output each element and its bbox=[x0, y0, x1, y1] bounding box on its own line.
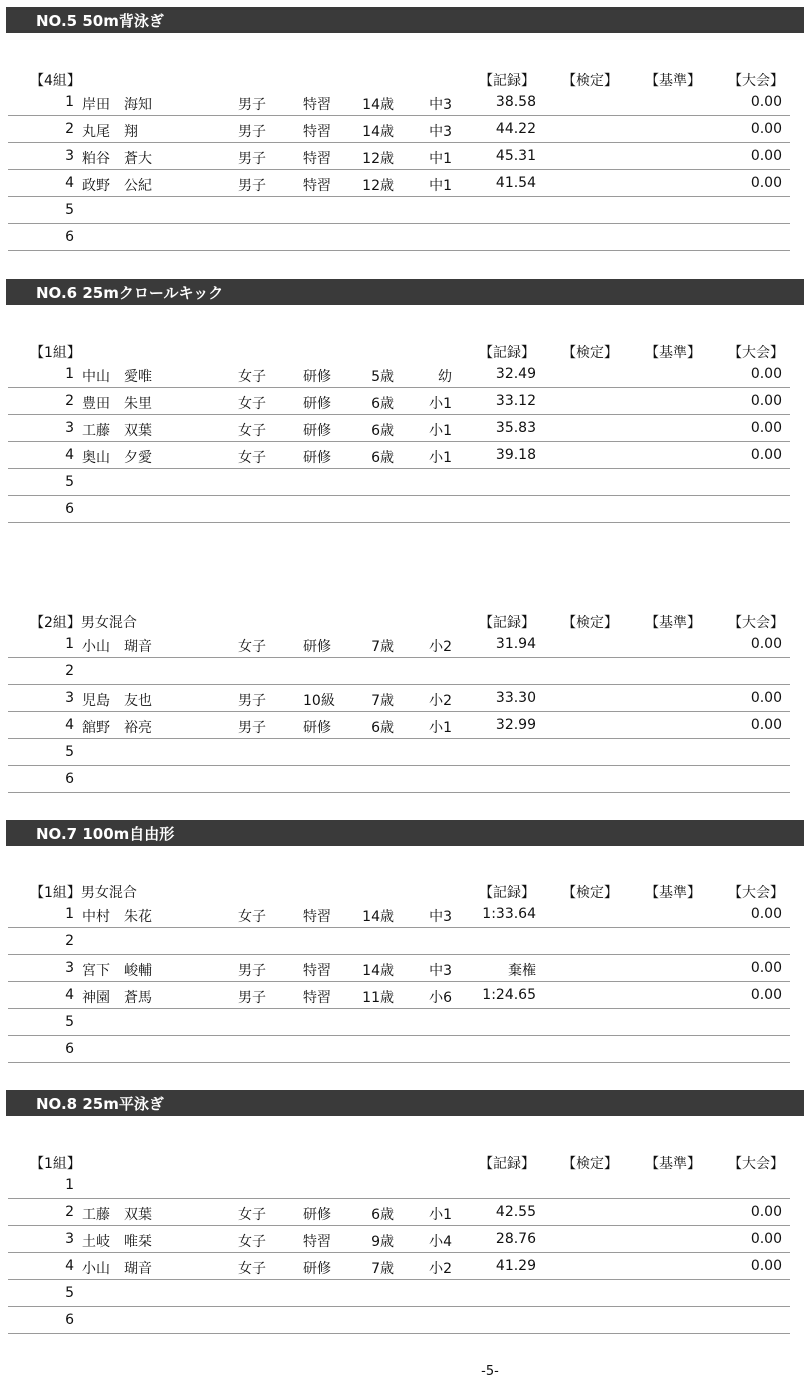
group-label: 【1組】男女混合 bbox=[30, 885, 137, 901]
class: 研修 bbox=[303, 396, 331, 412]
header-kentei: 【検定】 bbox=[562, 73, 618, 89]
swimmer-name: 豊田 朱里 bbox=[82, 396, 152, 412]
lane-number: 1 bbox=[65, 636, 74, 652]
header-kijun: 【基準】 bbox=[645, 1156, 701, 1172]
group-label: 【1組】 bbox=[30, 1156, 81, 1172]
gender: 女子 bbox=[238, 909, 266, 925]
lane-number: 5 bbox=[65, 1285, 74, 1301]
age: 6歳 bbox=[371, 720, 394, 736]
table-row bbox=[8, 630, 790, 658]
gender: 男子 bbox=[238, 990, 266, 1006]
class: 研修 bbox=[303, 720, 331, 736]
lane-number: 1 bbox=[65, 906, 74, 922]
swimmer-name: 政野 公紀 bbox=[82, 178, 152, 194]
table-row bbox=[8, 1035, 790, 1063]
gender: 男子 bbox=[238, 963, 266, 979]
record: 31.94 bbox=[495, 636, 536, 652]
record: 32.99 bbox=[495, 717, 536, 733]
school-grade: 小2 bbox=[429, 693, 452, 709]
swimmer-name: 児島 友也 bbox=[82, 693, 152, 709]
school-grade: 小2 bbox=[429, 639, 452, 655]
age: 11歳 bbox=[362, 990, 394, 1006]
table-row bbox=[8, 900, 790, 928]
gender: 女子 bbox=[238, 423, 266, 439]
table-row bbox=[8, 1279, 790, 1307]
taikai-value: 0.00 bbox=[750, 960, 782, 976]
age: 12歳 bbox=[362, 151, 394, 167]
age: 9歳 bbox=[371, 1234, 394, 1250]
table-row bbox=[8, 115, 790, 143]
age: 5歳 bbox=[371, 369, 394, 385]
gender: 女子 bbox=[238, 1261, 266, 1277]
age: 7歳 bbox=[371, 639, 394, 655]
school-grade: 中3 bbox=[429, 124, 452, 140]
class: 特習 bbox=[303, 990, 331, 1006]
lane-number: 5 bbox=[65, 744, 74, 760]
swimmer-name: 丸尾 翔 bbox=[82, 124, 138, 140]
page-number: -5- bbox=[481, 1364, 499, 1379]
header-taikai: 【大会】 bbox=[728, 885, 784, 901]
lane-number: 2 bbox=[65, 933, 74, 949]
header-record: 【記録】 bbox=[479, 885, 535, 901]
lane-number: 3 bbox=[65, 148, 74, 164]
table-row bbox=[8, 495, 790, 523]
age: 6歳 bbox=[371, 396, 394, 412]
class: 特習 bbox=[303, 151, 331, 167]
swimmer-name: 中山 愛唯 bbox=[82, 369, 152, 385]
table-row bbox=[8, 954, 790, 982]
record: 39.18 bbox=[495, 447, 536, 463]
taikai-value: 0.00 bbox=[750, 1231, 782, 1247]
record: 28.76 bbox=[495, 1231, 536, 1247]
gender: 女子 bbox=[238, 396, 266, 412]
record: 32.49 bbox=[495, 366, 536, 382]
lane-number: 1 bbox=[65, 94, 74, 110]
taikai-value: 0.00 bbox=[750, 420, 782, 436]
group-label: 【1組】 bbox=[30, 345, 81, 361]
taikai-value: 0.00 bbox=[750, 121, 782, 137]
taikai-value: 0.00 bbox=[750, 636, 782, 652]
lane-number: 6 bbox=[65, 1041, 74, 1057]
record: 38.58 bbox=[495, 94, 536, 110]
header-record: 【記録】 bbox=[479, 615, 535, 631]
swimmer-name: 岸田 海知 bbox=[82, 97, 152, 113]
lane-number: 2 bbox=[65, 663, 74, 679]
table-row bbox=[8, 765, 790, 793]
class: 研修 bbox=[303, 639, 331, 655]
event-title: NO.5 50m背泳ぎ bbox=[6, 7, 804, 33]
record: 42.55 bbox=[495, 1204, 536, 1220]
table-row bbox=[8, 1008, 790, 1036]
header-kentei: 【検定】 bbox=[562, 1156, 618, 1172]
lane-number: 3 bbox=[65, 420, 74, 436]
class: 特習 bbox=[303, 178, 331, 194]
swimmer-name: 小山 瑚音 bbox=[82, 1261, 152, 1277]
record: 41.29 bbox=[495, 1258, 536, 1274]
taikai-value: 0.00 bbox=[750, 447, 782, 463]
record: 35.83 bbox=[495, 420, 536, 436]
age: 6歳 bbox=[371, 450, 394, 466]
swimmer-name: 中村 朱花 bbox=[82, 909, 152, 925]
school-grade: 小6 bbox=[429, 990, 452, 1006]
gender: 男子 bbox=[238, 720, 266, 736]
header-kentei: 【検定】 bbox=[562, 885, 618, 901]
header-kentei: 【検定】 bbox=[562, 345, 618, 361]
table-row bbox=[8, 711, 790, 739]
class: 研修 bbox=[303, 450, 331, 466]
taikai-value: 0.00 bbox=[750, 175, 782, 191]
lane-number: 3 bbox=[65, 690, 74, 706]
header-kijun: 【基準】 bbox=[645, 345, 701, 361]
lane-number: 3 bbox=[65, 960, 74, 976]
swimmer-name: 宮下 峻輔 bbox=[82, 963, 152, 979]
table-row bbox=[8, 1306, 790, 1334]
swimmer-name: 神園 蒼馬 bbox=[82, 990, 152, 1006]
school-grade: 中1 bbox=[429, 151, 452, 167]
lane-number: 4 bbox=[65, 717, 74, 733]
table-row bbox=[8, 88, 790, 116]
record: 1:33.64 bbox=[482, 906, 536, 922]
age: 14歳 bbox=[362, 97, 394, 113]
table-row bbox=[8, 657, 790, 685]
gender: 女子 bbox=[238, 639, 266, 655]
taikai-value: 0.00 bbox=[750, 148, 782, 164]
table-row bbox=[8, 684, 790, 712]
table-row bbox=[8, 1198, 790, 1226]
taikai-value: 0.00 bbox=[750, 906, 782, 922]
header-taikai: 【大会】 bbox=[728, 345, 784, 361]
gender: 男子 bbox=[238, 151, 266, 167]
lane-number: 2 bbox=[65, 121, 74, 137]
header-record: 【記録】 bbox=[479, 73, 535, 89]
table-row bbox=[8, 1225, 790, 1253]
record: 45.31 bbox=[495, 148, 536, 164]
event-title: NO.6 25mクロールキック bbox=[6, 279, 804, 305]
class: 特習 bbox=[303, 124, 331, 140]
age: 14歳 bbox=[362, 124, 394, 140]
gender: 女子 bbox=[238, 1207, 266, 1223]
table-row bbox=[8, 1171, 790, 1199]
group-header bbox=[0, 64, 808, 88]
header-taikai: 【大会】 bbox=[728, 1156, 784, 1172]
swimmer-name: 奥山 夕愛 bbox=[82, 450, 152, 466]
swimmer-name: 土岐 唯栞 bbox=[82, 1234, 152, 1250]
record: 33.30 bbox=[495, 690, 536, 706]
event-title: NO.8 25m平泳ぎ bbox=[6, 1090, 804, 1116]
age: 7歳 bbox=[371, 1261, 394, 1277]
record: 41.54 bbox=[495, 175, 536, 191]
lane-number: 3 bbox=[65, 1231, 74, 1247]
lane-number: 5 bbox=[65, 202, 74, 218]
class: 特習 bbox=[303, 909, 331, 925]
header-kijun: 【基準】 bbox=[645, 885, 701, 901]
swimmer-name: 粕谷 蒼大 bbox=[82, 151, 152, 167]
header-record: 【記録】 bbox=[479, 1156, 535, 1172]
table-row bbox=[8, 468, 790, 496]
header-taikai: 【大会】 bbox=[728, 615, 784, 631]
swimmer-name: 舘野 裕亮 bbox=[82, 720, 152, 736]
school-grade: 小2 bbox=[429, 1261, 452, 1277]
record: 棄権 bbox=[508, 963, 536, 979]
school-grade: 中3 bbox=[429, 97, 452, 113]
class: 特習 bbox=[303, 97, 331, 113]
gender: 女子 bbox=[238, 450, 266, 466]
lane-number: 5 bbox=[65, 1014, 74, 1030]
school-grade: 小1 bbox=[429, 1207, 452, 1223]
age: 14歳 bbox=[362, 963, 394, 979]
school-grade: 中1 bbox=[429, 178, 452, 194]
age: 7歳 bbox=[371, 693, 394, 709]
table-row bbox=[8, 414, 790, 442]
header-taikai: 【大会】 bbox=[728, 73, 784, 89]
table-row bbox=[8, 387, 790, 415]
class: 10級 bbox=[303, 693, 335, 709]
school-grade: 幼 bbox=[438, 369, 452, 385]
swimmer-name: 工藤 双葉 bbox=[82, 1207, 152, 1223]
table-row bbox=[8, 360, 790, 388]
taikai-value: 0.00 bbox=[750, 1204, 782, 1220]
class: 研修 bbox=[303, 1207, 331, 1223]
taikai-value: 0.00 bbox=[750, 94, 782, 110]
header-record: 【記録】 bbox=[479, 345, 535, 361]
header-kijun: 【基準】 bbox=[645, 73, 701, 89]
gender: 男子 bbox=[238, 124, 266, 140]
lane-number: 6 bbox=[65, 229, 74, 245]
table-row bbox=[8, 441, 790, 469]
event-title: NO.7 100m自由形 bbox=[6, 820, 804, 846]
table-row bbox=[8, 981, 790, 1009]
header-kentei: 【検定】 bbox=[562, 615, 618, 631]
group-label: 【4組】 bbox=[30, 73, 81, 89]
lane-number: 2 bbox=[65, 393, 74, 409]
lane-number: 6 bbox=[65, 1312, 74, 1328]
age: 12歳 bbox=[362, 178, 394, 194]
group-header bbox=[0, 606, 808, 630]
gender: 男子 bbox=[238, 97, 266, 113]
group-header bbox=[0, 876, 808, 900]
gender: 男子 bbox=[238, 693, 266, 709]
taikai-value: 0.00 bbox=[750, 987, 782, 1003]
table-row bbox=[8, 142, 790, 170]
table-row bbox=[8, 927, 790, 955]
lane-number: 1 bbox=[65, 366, 74, 382]
class: 特習 bbox=[303, 1234, 331, 1250]
group-header bbox=[0, 336, 808, 360]
table-row bbox=[8, 1252, 790, 1280]
lane-number: 4 bbox=[65, 447, 74, 463]
lane-number: 6 bbox=[65, 771, 74, 787]
swimmer-name: 工藤 双葉 bbox=[82, 423, 152, 439]
swimmer-name: 小山 瑚音 bbox=[82, 639, 152, 655]
gender: 女子 bbox=[238, 1234, 266, 1250]
age: 6歳 bbox=[371, 423, 394, 439]
class: 研修 bbox=[303, 1261, 331, 1277]
lane-number: 5 bbox=[65, 474, 74, 490]
lane-number: 6 bbox=[65, 501, 74, 517]
lane-number: 4 bbox=[65, 175, 74, 191]
class: 研修 bbox=[303, 369, 331, 385]
age: 6歳 bbox=[371, 1207, 394, 1223]
school-grade: 小4 bbox=[429, 1234, 452, 1250]
taikai-value: 0.00 bbox=[750, 690, 782, 706]
lane-number: 4 bbox=[65, 1258, 74, 1274]
record: 1:24.65 bbox=[482, 987, 536, 1003]
school-grade: 小1 bbox=[429, 423, 452, 439]
group-label: 【2組】男女混合 bbox=[30, 615, 137, 631]
table-row bbox=[8, 169, 790, 197]
taikai-value: 0.00 bbox=[750, 393, 782, 409]
school-grade: 中3 bbox=[429, 909, 452, 925]
header-kijun: 【基準】 bbox=[645, 615, 701, 631]
gender: 女子 bbox=[238, 369, 266, 385]
lane-number: 2 bbox=[65, 1204, 74, 1220]
table-row bbox=[8, 196, 790, 224]
record: 33.12 bbox=[495, 393, 536, 409]
table-row bbox=[8, 223, 790, 251]
school-grade: 小1 bbox=[429, 396, 452, 412]
class: 特習 bbox=[303, 963, 331, 979]
record: 44.22 bbox=[495, 121, 536, 137]
age: 14歳 bbox=[362, 909, 394, 925]
class: 研修 bbox=[303, 423, 331, 439]
school-grade: 中3 bbox=[429, 963, 452, 979]
taikai-value: 0.00 bbox=[750, 1258, 782, 1274]
lane-number: 4 bbox=[65, 987, 74, 1003]
group-header bbox=[0, 1147, 808, 1171]
gender: 男子 bbox=[238, 178, 266, 194]
school-grade: 小1 bbox=[429, 450, 452, 466]
taikai-value: 0.00 bbox=[750, 366, 782, 382]
lane-number: 1 bbox=[65, 1177, 74, 1193]
school-grade: 小1 bbox=[429, 720, 452, 736]
table-row bbox=[8, 738, 790, 766]
taikai-value: 0.00 bbox=[750, 717, 782, 733]
